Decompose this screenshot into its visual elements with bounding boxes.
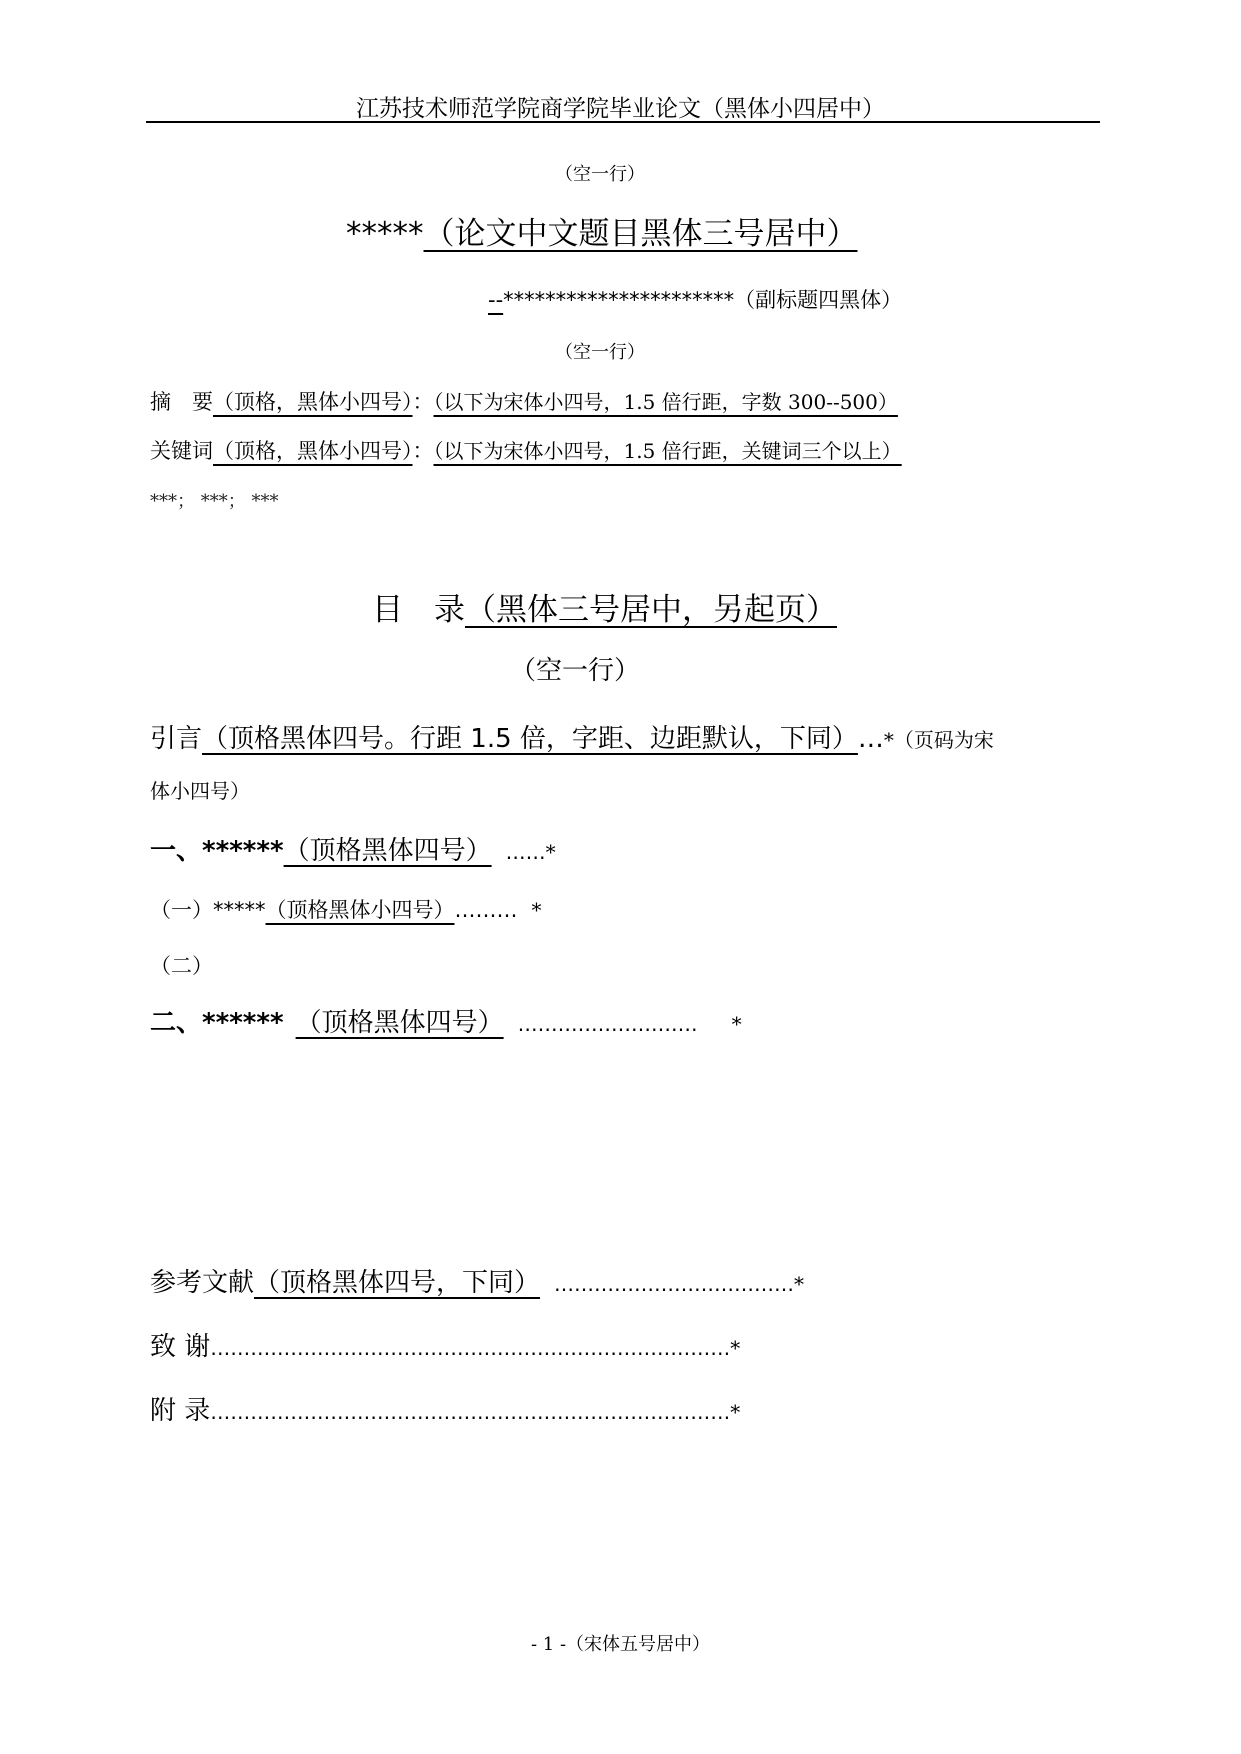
toc-references-page: * [794,1272,805,1296]
toc-acknowledgements-label: 致 谢 [150,1332,211,1362]
toc-appendix-page: * [730,1400,741,1424]
keywords-label-note: （顶格，黑体小四号） [213,439,413,463]
toc-acknowledgements-leader: …………………………………………………………………… [210,1336,731,1360]
blank-line-note-2: （空一行） [555,342,645,363]
toc-section-2-note: （顶格黑体四号） [295,1008,504,1038]
toc-section-2-leader: ……………………… [517,1012,698,1036]
header-rule [146,121,1100,123]
title-note: （论文中文题目黑体三号居中） [423,216,858,252]
toc-subsection-2: （二） [150,954,213,978]
abstract-label: 摘 要 [150,390,213,414]
toc-section-2-page: * [731,1012,742,1036]
abstract-line [150,386,898,416]
abstract-colon: ： [412,390,434,414]
keywords-label: 关键词 [150,439,213,463]
keywords-body: （以下为宋体小四号，1.5 倍行距，关键词三个以上） [433,439,902,463]
toc-intro [150,718,994,755]
toc-appendix-leader: …………………………………………………………………… [210,1400,731,1424]
toc-intro-page: * [883,728,894,752]
subtitle-note: （副标题四黑体） [734,288,903,312]
abstract-label-note: （顶格，黑体小四号） [213,390,413,414]
toc-section-1-note: （顶格黑体四号） [283,836,492,866]
subtitle-stars: ********************** [503,288,735,312]
toc-subsection-1-label: （一）***** [150,898,266,922]
keywords-values: ***； ***； *** [150,491,279,512]
toc-references-note: （顶格黑体四号，下同） [254,1268,541,1298]
toc-section-2 [150,1002,742,1039]
toc-subsection-1-note: （顶格黑体小四号） [265,898,455,922]
toc-references [150,1262,804,1299]
page-header: 江苏技术师范学院商学院毕业论文（黑体小四居中） [356,96,885,122]
toc-blank-line: （空一行） [510,656,641,686]
toc-subsection-1-leader: ……… [454,898,518,922]
toc-references-leader: ……………………………… [554,1272,795,1296]
toc-subsection-1-page: * [531,898,542,922]
thesis-subtitle [488,284,902,314]
toc-title-label: 目 录 [372,592,465,628]
toc-title-note: （黑体三号居中，另起页） [465,592,837,628]
page-footer: - 1 -（宋体五号居中） [530,1634,711,1655]
toc-references-label: 参考文献 [150,1268,255,1298]
toc-acknowledgements-page: * [730,1336,741,1360]
blank-line-note: （空一行） [555,164,645,185]
toc-subsection-1 [150,894,542,924]
toc-intro-page-note: （页码为宋 [893,728,994,752]
subtitle-dash: -- [488,288,504,312]
toc-appendix-label: 附 录 [150,1396,211,1426]
toc-section-2-label: 二、****** [150,1008,284,1038]
toc-section-1-page: * [545,840,556,864]
toc-intro-note: （顶格黑体四号。行距 1.5 倍，字距、边距默认，下同） [202,724,858,754]
title-stars: ***** [346,216,424,252]
toc-section-1-label: 一、****** [150,836,284,866]
toc-intro-label: 引言 [150,724,203,754]
keywords-colon: ： [412,439,434,463]
toc-appendix [150,1390,740,1427]
abstract-body: （以下为宋体小四号，1.5 倍行距，字数 300--500） [433,390,898,414]
toc-intro-page-note-cont: 体小四号） [150,779,250,803]
toc-section-1-leader: …… [505,840,546,864]
keywords-line [150,435,902,465]
thesis-title [346,208,858,253]
toc-title [372,584,837,629]
toc-section-1 [150,830,556,867]
toc-acknowledgements [150,1326,740,1363]
toc-intro-leader: … [857,724,884,754]
